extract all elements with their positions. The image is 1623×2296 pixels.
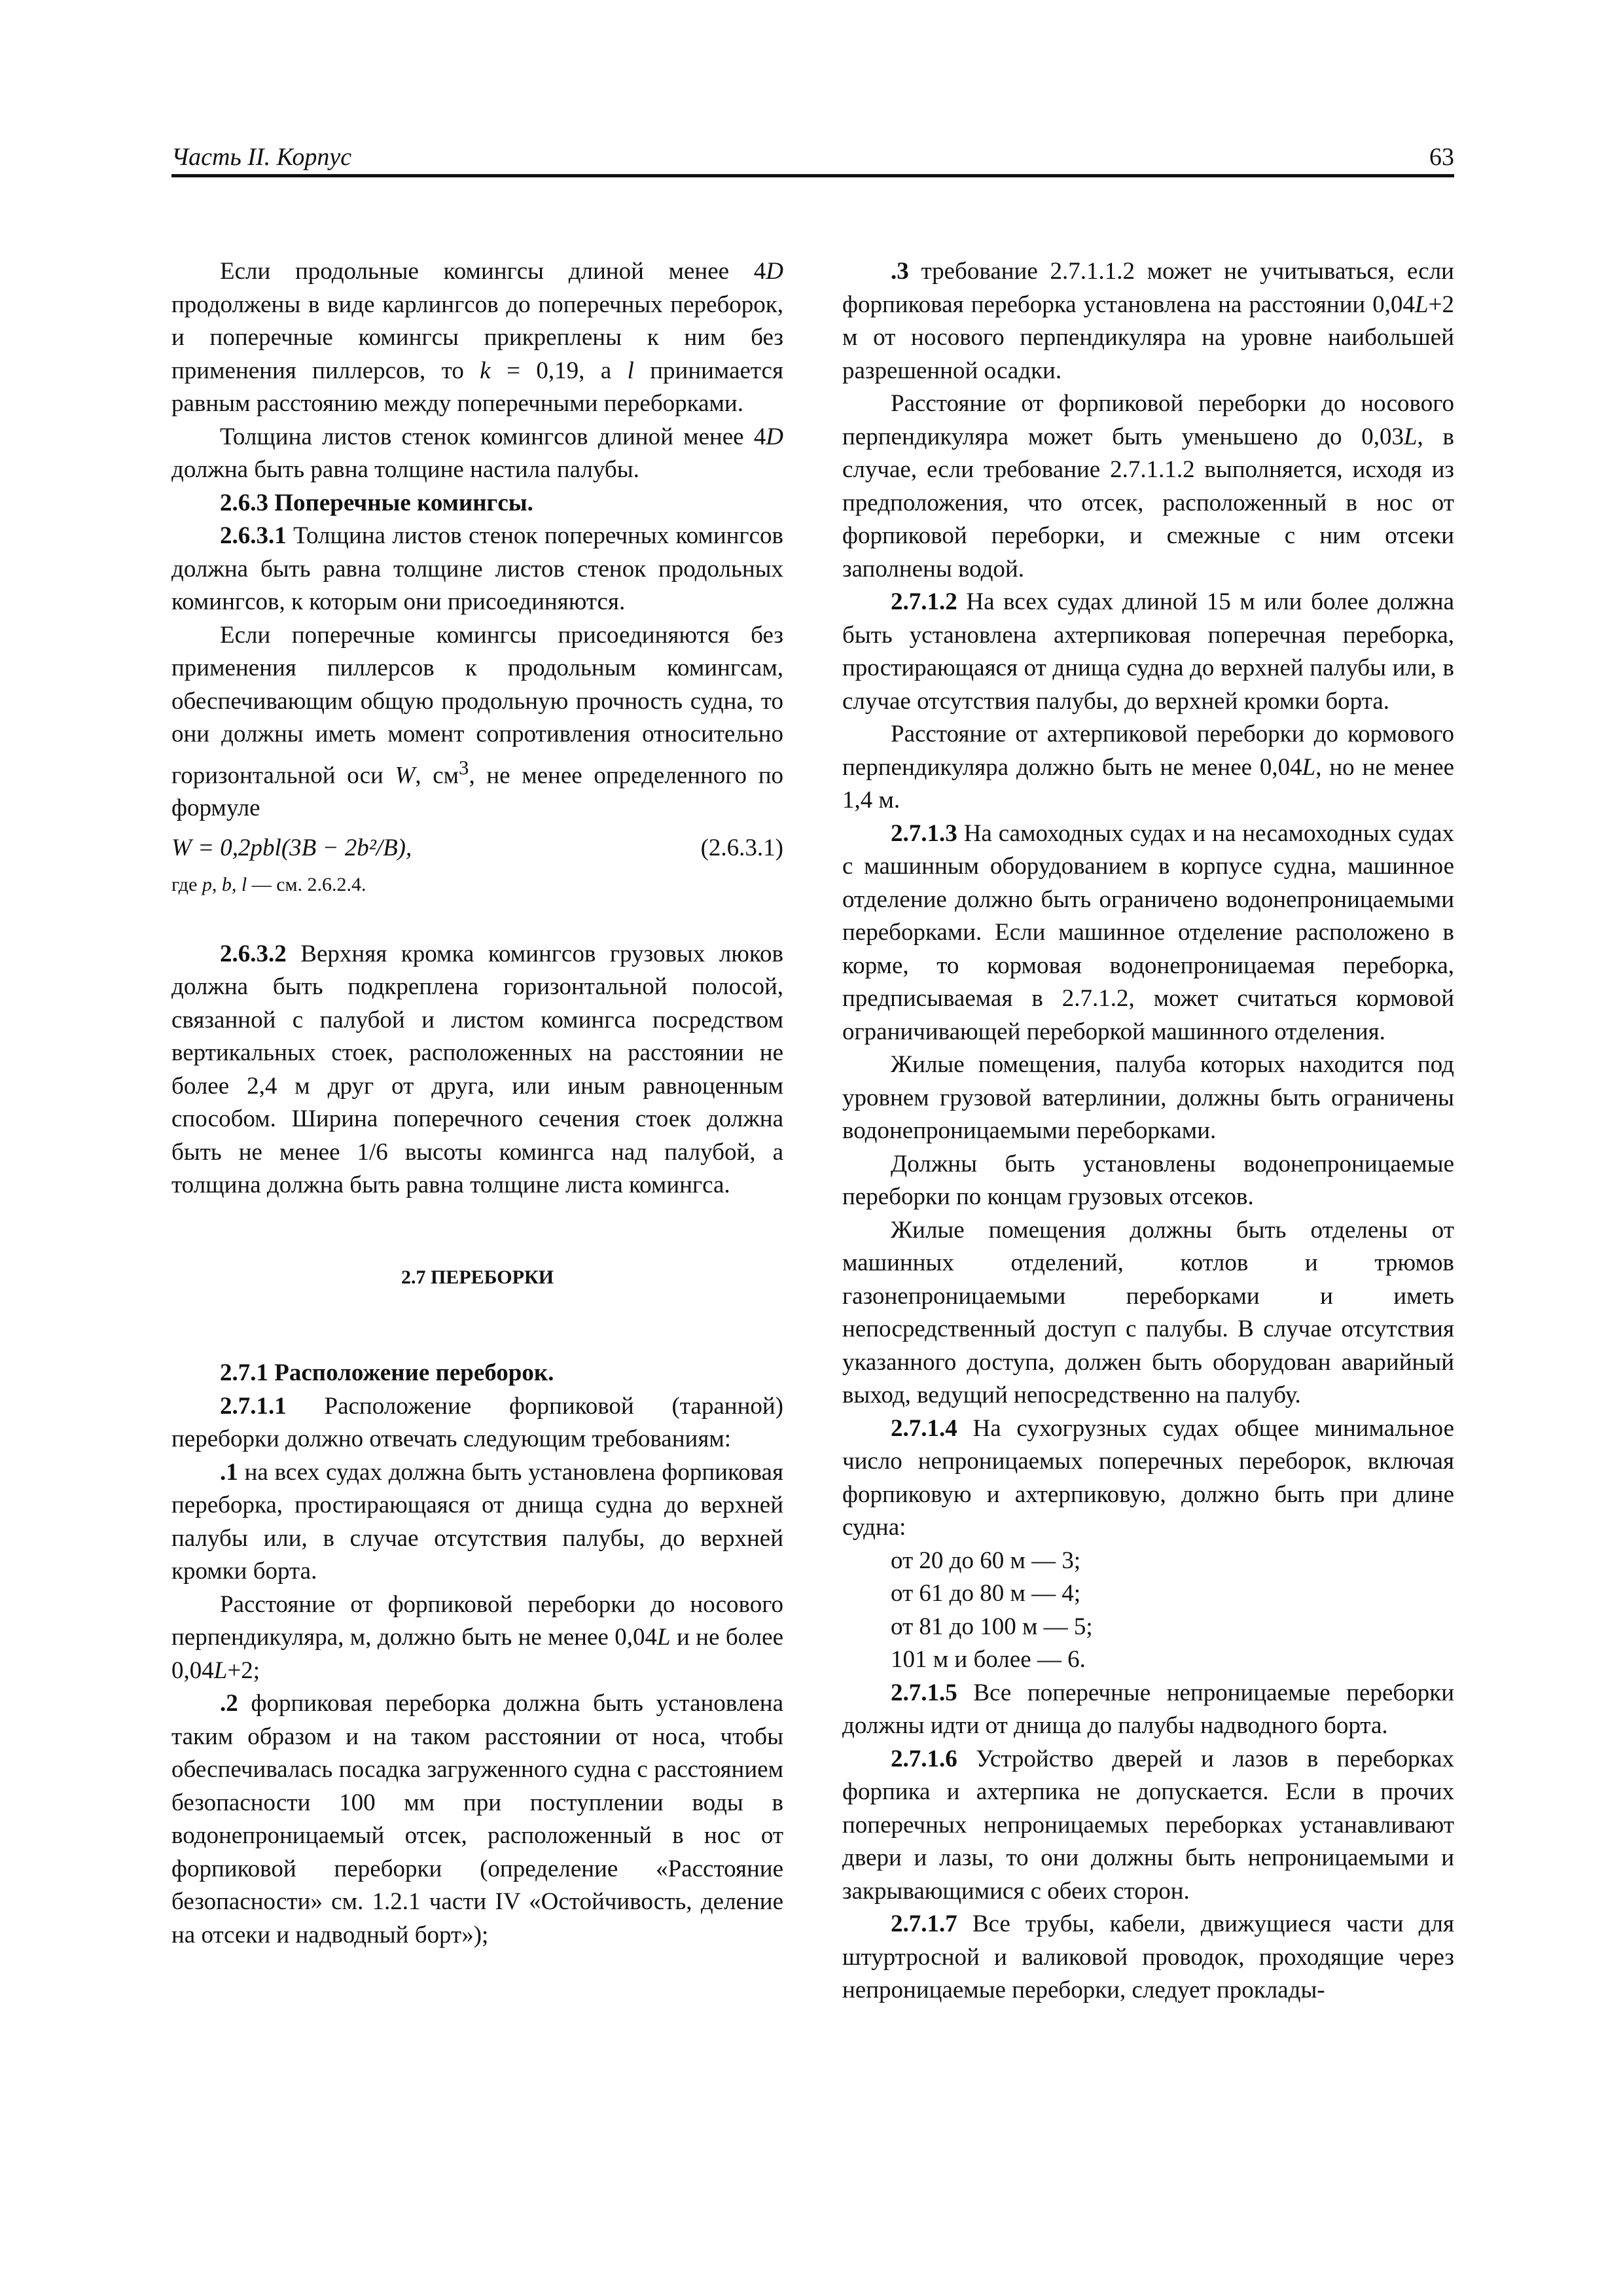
right-column (842, 255, 1454, 2007)
clause-number: 2.7.1.5 (891, 1679, 957, 1706)
section-heading: 2.7 ПЕРЕБОРКИ (401, 1266, 554, 1288)
paragraph: Если продольные комингсы длиной менее 4D продолжены в виде карлингсов до поперечных переборок, и поперечные комингсы прикреплены к ним без применения пиллерсов, то k = 0,19, а l принимается равным расстоянию между поперечными переборками. (171, 258, 783, 417)
paragraph: 2.7.1.1 Расположение форпиковой (таранной) переборки должно отвечать следующим требованиям: (171, 1392, 783, 1453)
paragraph: .3 требование 2.7.1.1.2 может не учитываться, если форпиковая переборка установлена на расстоянии 0,04L+2 м от носового перпендикуляра на уровне наибольшей разрешенной осадки. (842, 258, 1454, 384)
clause-number: 2.7.1.7 (891, 1910, 957, 1937)
paragraph: 2.7.1.5 Все поперечные непроницаемые переборки должны идти от днища до палубы надводного борта. (842, 1679, 1454, 1739)
paragraph: 2.7.1.6 Устройство дверей и лазов в переборках форпика и ахтерпика не допускается. Если в прочих поперечных непроницаемых переборках устанавливают двери и лазы, то они должны быть непроницаемыми и закрывающимися с обеих сторон. (842, 1745, 1454, 1905)
list-item: от 61 до 80 м — 4; (891, 1580, 1081, 1607)
formula (171, 827, 783, 871)
formula-legend: где p, b, l — см. 2.6.2.4. (171, 873, 366, 895)
left-column (171, 255, 783, 1952)
paragraph: Толщина листов стенок комингсов длиной менее 4D должна быть равна толщине настила палубы. (171, 423, 783, 483)
subsection-heading: 2.6.3 Поперечные комингсы. (220, 489, 533, 516)
paragraph: 2.6.3.1 Толщина листов стенок поперечных комингсов должна быть равна толщине листов стенок продольных комингсов, к которым они присоединяются. (171, 522, 783, 615)
list-item: от 20 до 60 м — 3; (891, 1547, 1081, 1574)
paragraph: Жилые помещения должны быть отделены от машинных отделений, котлов и трюмов газонепроницаемыми переборками и иметь непосредственный доступ с палубы. В случае отсутствия указанного доступа, должен быть оборудован аварийный выход, ведущий непосредственно на палубу. (842, 1216, 1454, 1408)
clause-number: 2.7.1.1 (220, 1392, 287, 1420)
clause-number: 2.7.1.4 (891, 1414, 957, 1442)
header-title: Часть II. Корпус (171, 143, 352, 171)
list-item: от 81 до 100 м — 5; (891, 1613, 1093, 1640)
paragraph: 2.7.1.3 На самоходных судах и на несамоходных судах с машинным оборудованием в корпусе судна, машинное отделение должно быть ограничено водонепроницаемыми переборками. Если машинное отделение расположено в корме, то кормовая водонепроницаемая переборка, предписываемая в 2.7.1.2, может считаться кормовой ограничивающей переборкой машинного отделения. (842, 819, 1454, 1045)
paragraph: Расстояние от форпиковой переборки до носового перпендикуляра может быть уменьшено до 0,03L, в случае, если требование 2.7.1.1.2 выполняется, исходя из предположения, что отсек, расположенный в нос от форпиковой переборки, и смежные с ним отсеки заполнены водой. (842, 390, 1454, 583)
formula-number: (2.6.3.1) (700, 834, 783, 861)
paragraph: .1 на всех судах должна быть установлена форпиковая переборка, простирающаяся от днища судна до верхней палубы или, в случае отсутствия палубы, до верхней кромки борта. (171, 1458, 783, 1585)
paragraph: Расстояние от ахтерпиковой переборки до кормового перпендикуляра должно быть не менее 0,04L, но не менее 1,4 м. (842, 721, 1455, 814)
clause-number: .2 (220, 1690, 238, 1717)
paragraph: 2.7.1.4 На сухогрузных судах общее минимальное число непроницаемых поперечных переборок, включая форпиковую и ахтерпиковую, должно быть при длине судна: (842, 1414, 1454, 1541)
paragraph: .2 форпиковая переборка должна быть установлена таким образом и на таком расстоянии от носа, чтобы обеспечивалась посадка загруженного судна с расстоянием безопасности 100 мм при поступлении воды в водонепроницаемый отсек, расположенный в нос от форпиковой переборки (определение «Расстояние безопасности» см. 1.2.1 части IV «Остойчивость, деление на отсеки и надводный борт»); (171, 1690, 783, 1948)
paragraph: Если поперечные комингсы присоединяются без применения пиллерсов к продольным комингсам, обеспечивающим общую продольную прочность судна, то они должны иметь момент сопротивления относительно горизонтальной оси W, $см^3$, не менее определенного по формуле (171, 621, 783, 822)
clause-number: 2.6.3.1 (220, 522, 287, 549)
clause-number: 2.7.1.2 (891, 588, 957, 615)
paragraph: Жилые помещения, палуба которых находится под уровнем грузовой ватерлинии, должны быть ограничены водонепроницаемыми переборками. (842, 1051, 1454, 1144)
paragraph: 2.7.1.2 На всех судах длиной 15 м или более должна быть установлена ахтерпиковая поперечная переборка, простирающаяся от днища судна до верхней палубы или, в случае отсутствия палубы, до верхней кромки борта. (842, 588, 1454, 715)
paragraph: Должны быть установлены водонепроницаемые переборки по концам грузовых отсеков. (842, 1150, 1454, 1210)
clause-number: 2.7.1.6 (891, 1745, 957, 1772)
subsection-heading: 2.7.1 Расположение переборок. (220, 1359, 554, 1387)
running-header (171, 143, 1454, 177)
paragraph: 2.7.1.7 Все трубы, кабели, движущиеся части для штуртросной и валиковой проводок, проходящие через непроницаемые переборки, следует проклады- (842, 1910, 1454, 2003)
clause-number: 2.6.3.2 (220, 940, 287, 967)
paragraph: Расстояние от форпиковой переборки до носового перпендикуляра, м, должно быть не менее 0,04L и не более 0,04L+2; (171, 1590, 783, 1684)
clause-number: .3 (891, 258, 909, 285)
formula-expression: W = 0,2pbl(3B − 2b²/B), (171, 834, 412, 861)
clause-number: .1 (220, 1458, 238, 1486)
list-item: 101 м и более — 6. (891, 1646, 1086, 1673)
paragraph: 2.6.3.2 Верхняя кромка комингсов грузовых люков должна быть подкреплена горизонтальной полосой, связанной с палубой и листом комингса посредством вертикальных стоек, расположенных на расстоянии не более 2,4 м друг от друга, или иным равноценным способом. Ширина поперечного сечения стоек должна быть не менее 1/6 высоты комингса над палубой, а толщина должна быть равна толщине листа комингса. (171, 940, 783, 1199)
page-number: 63 (1429, 143, 1454, 171)
clause-number: 2.7.1.3 (891, 819, 957, 847)
